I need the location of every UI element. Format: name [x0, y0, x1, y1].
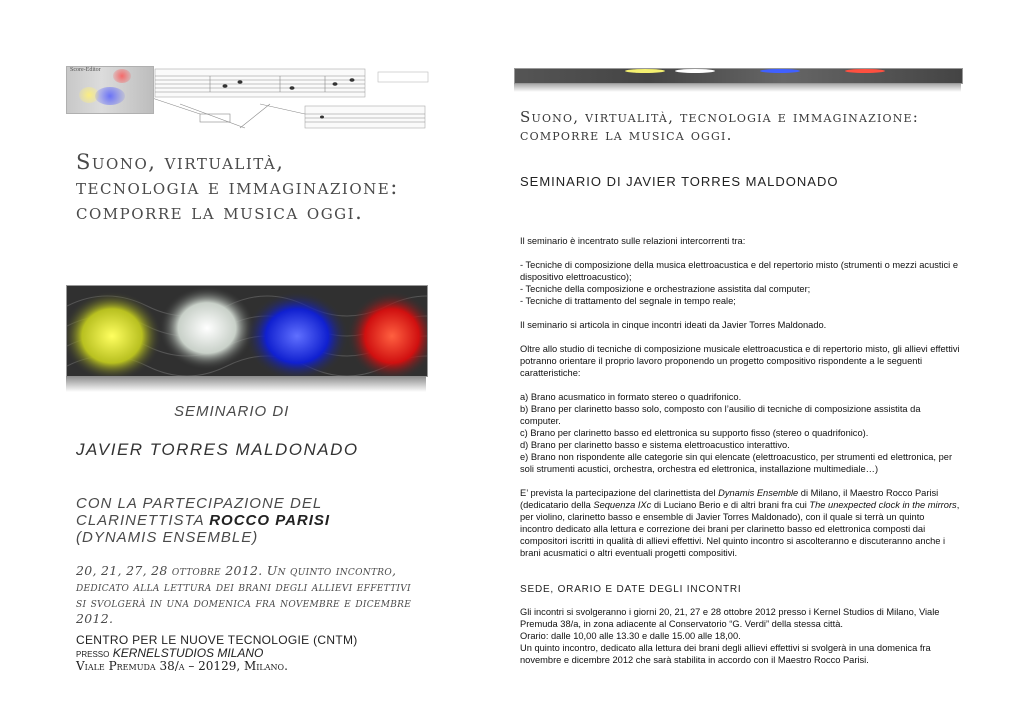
strip-yellow-light — [625, 69, 665, 73]
participation-part: E’ prevista la partecipazione del clarinettista del — [520, 488, 719, 498]
sede-heading: SEDE, ORARIO E DATE DEGLI INCONTRI — [520, 584, 742, 595]
venue-line3: Viale Premuda 38/a – 20129, Milano. — [76, 659, 288, 673]
venue-block — [76, 634, 416, 673]
score-editor-label: Score-Editor — [70, 67, 101, 73]
participation-text — [520, 487, 960, 559]
options-list — [520, 391, 960, 475]
work-title: Sequenza IXc — [593, 500, 652, 510]
strip-red-light — [845, 69, 885, 73]
structure-text: Il seminario si articola in cinque incontri ideati da Javier Torres Maldonado. — [520, 320, 827, 330]
topic-item: - Tecniche di composizione della musica elettroacustica e del repertorio misto (strumenti o mezzi acustici e dispositivo elettroacustico); — [520, 260, 959, 282]
venue-line2-name: KERNELSTUDIOS MILANO — [112, 646, 264, 660]
option-item: a) Brano acusmatico in formato stereo o quadrifonico. — [520, 392, 742, 402]
sede-line: Orario: dalle 10,00 alle 13.30 e dalle 15.00 alle 18,00. — [520, 631, 741, 641]
partecipazione-prefix: CON LA PARTECIPAZIONE DEL CLARINETTISTA — [76, 495, 322, 529]
sede-line: Un quinto incontro, dedicato alla lettura dei brani degli allievi effettivi si svolgerà in una domenica fra novembre e dicembre 2012 che sarà stabilita in accordo con il Maestro Rocco Parisi. — [520, 643, 931, 665]
participation-part: di Luciano Berio e di altri brani fra cui — [651, 500, 810, 510]
work-title: The unexpected clock in the mirrors — [809, 500, 957, 510]
banner-artwork — [67, 286, 427, 376]
dates-left: 20, 21, 27, 28 ottobre 2012. Un quinto incontro, dedicato alla lettura dei brani degli allievi effettivi si svolgerà in una domenica fra novembre e dicembre 2012. — [76, 563, 412, 626]
banner-reflection — [66, 376, 426, 392]
option-item: e) Brano non rispondente alle categorie sin qui elencate (elettroacustico, per strumenti ed elettronica, per soli strumenti acustici, orchestra, orchestra ed elettronica, installazione multimediale…) — [520, 452, 953, 474]
participation-part: , per violino, clarinetto basso e ensemble di Javier Torres Maldonado), con il quale si terrà un quinto incontro dedicato alla lettura e correzione dei brani per clarinetto basso ed elettronica composti dai compositori iscritti in qualità di allievi effettivi. Nel quinto incontro si ascolteranno e discuteranno anche i brani acusmatici o altri eventuali progetti compositivi. — [520, 500, 960, 558]
seminar-description — [520, 235, 960, 571]
topics-list — [520, 259, 960, 307]
option-item: c) Brano per clarinetto basso ed elettronica su supporto fisso (stereo o quadrifonico). — [520, 428, 869, 438]
right-title: Suono, virtualità, tecnologia e immaginazione: comporre la musica oggi. — [520, 108, 920, 144]
topic-item: - Tecniche di trattamento del segnale in tempo reale; — [520, 296, 736, 306]
option-item: d) Brano per clarinetto basso e sistema elettroacustico interattivo. — [520, 440, 790, 450]
partecipazione-suffix: (DYNAMIS ENSEMBLE) — [76, 529, 259, 546]
venue-line2-prefix: presso — [76, 646, 113, 660]
strip-blue-light — [760, 69, 800, 73]
ensemble-name: Dynamis Ensemble — [718, 488, 799, 498]
colored-lights-banner — [66, 285, 428, 377]
composer-name: JAVIER TORRES MALDONADO — [76, 440, 359, 459]
sede-line: Gli incontri si svolgeranno i giorni 20, 21, 27 e 28 ottobre 2012 presso i Kernel Studios di Milano, Viale Premuda 38/a, in zona adiacente al Conservatorio “G. Verdi” della stessa città. — [520, 607, 940, 629]
topic-item: - Tecniche della composizione e orchestrazione assistita dal computer; — [520, 284, 811, 294]
left-title: Suono, virtualità, tecnologia e immaginazione: comporre la musica oggi. — [76, 150, 399, 224]
intro-text: Il seminario è incentrato sulle relazioni intercorrenti tra: — [520, 236, 746, 246]
clarinettista-name: ROCCO PARISI — [209, 512, 331, 529]
right-seminario: SEMINARIO DI JAVIER TORRES MALDONADO — [520, 174, 839, 189]
partecipazione-block — [76, 495, 416, 546]
seminario-di-label: SEMINARIO DI — [174, 403, 290, 420]
option-item: b) Brano per clarinetto basso solo, composto con l’ausilio di tecniche di composizione assistita da computer. — [520, 404, 921, 426]
sede-text — [520, 606, 960, 666]
strip-white-light — [675, 69, 715, 73]
strip-reflection — [514, 84, 961, 92]
score-editor-thumbnail — [66, 66, 154, 114]
oltre-text: Oltre allo studio di tecniche di composizione musicale elettroacustica e di repertorio misto, gli allievi effettivi potranno orientare il proprio lavoro proponendo un progetto compositivo rispondente a le seguenti caratteristiche: — [520, 344, 960, 378]
venue-line1: CENTRO PER LE NUOVE TECNOLOGIE (CNTM) — [76, 633, 358, 647]
top-banner-strip — [514, 68, 963, 84]
participation-part: di Milano, il Maestro Rocco Parisi (dedicatario della — [520, 488, 939, 510]
